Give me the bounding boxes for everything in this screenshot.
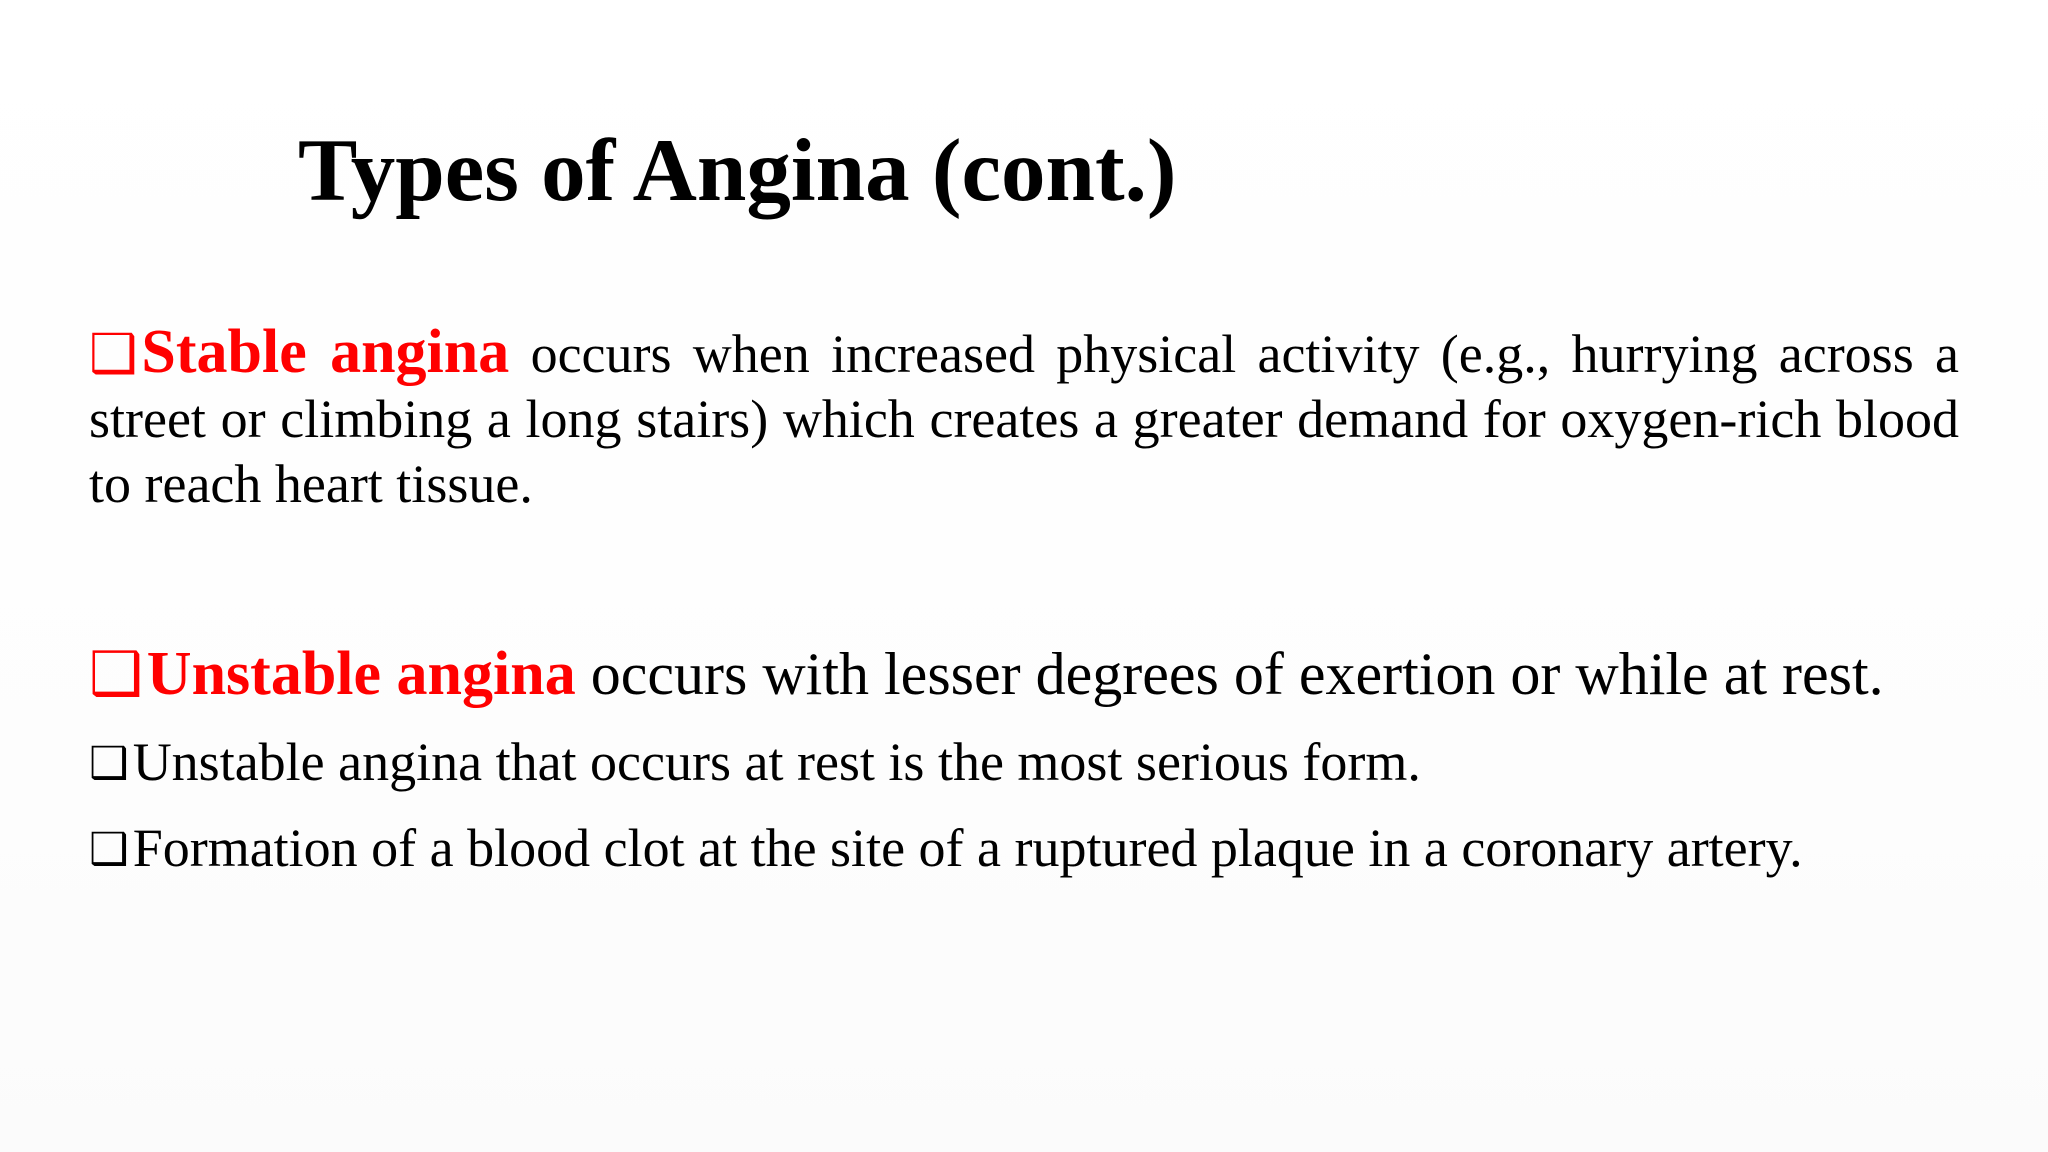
checkbox-bullet-icon: ❑ — [89, 322, 138, 385]
bullet-blood-clot — [89, 812, 1959, 886]
checkbox-bullet-icon: ❑ — [89, 639, 143, 709]
checkbox-bullet-icon: ❑ — [89, 737, 129, 789]
bullet-highlight-term: Unstable angina — [146, 640, 576, 708]
slide-title: Types of Angina (cont.) — [298, 122, 1177, 220]
bullet-highlight-term: Stable angina — [141, 318, 510, 386]
bullet-rest-angina — [89, 727, 1959, 799]
bullet-text: occurs when increased physical activity (e.g., hurrying across a street or climbing a long stairs) which creates a greater demand for oxygen-rich blood to reach heart tissue. — [89, 324, 1959, 514]
bullet-unstable-angina — [89, 638, 1959, 710]
checkbox-bullet-icon: ❑ — [89, 823, 129, 875]
bullet-stable-angina — [89, 320, 1959, 517]
bullet-text: Formation of a blood clot at the site of a ruptured plaque in a coronary artery. — [132, 818, 1803, 878]
bullet-text: occurs with lesser degrees of exertion or while at rest. — [575, 641, 1884, 707]
bullet-text: Unstable angina that occurs at rest is the most serious form. — [132, 732, 1421, 792]
